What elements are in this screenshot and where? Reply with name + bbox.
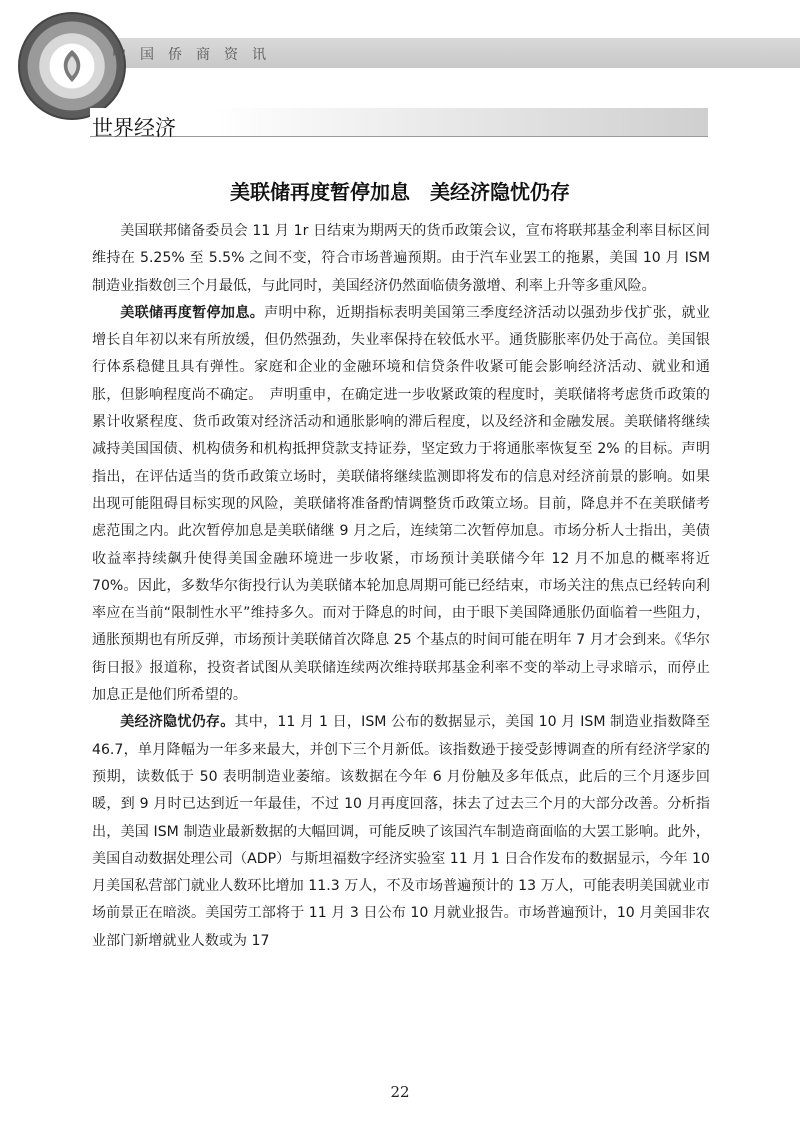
paragraph-economy-risks: [92, 709, 710, 955]
publication-name: 中国侨商资讯: [112, 47, 280, 63]
paragraph-lead: 美经济隐忧仍存。: [120, 714, 235, 731]
article-body: [92, 218, 710, 955]
paragraph-lead: 美联储再度暂停加息。: [120, 304, 265, 321]
article-title: 美联储再度暂停加息 美经济隐忧仍存: [230, 180, 570, 204]
page-number: 22: [390, 1083, 410, 1101]
section-bar: [90, 108, 708, 137]
paragraph-text: 声明中称，近期指标表明美国第三季度经济活动以强劲步伐扩张，就业增长自年初以来有所放缓，但仍然强劲，失业率保持在较低水平。通货膨胀率仍处于高位。美国银行体系稳健且具有弹性。家庭和企业的金融环境和信贷条件收紧可能会影响经济活动、就业和通胀，但影响程度尚不确定。 声明重申，在确定进一步收紧政策的程度时，美联储将考虑货币政策的累计收紧程度、货币政策对经济活动和通胀影响的滞后程度，以及经济和金融发展。美联储将继续减持美国国债、机构债务和机构抵押贷款支持证券，坚定致力于将通胀率恢复至 2% 的目标。声明指出，在评估适当的货币政策立场时，美联储将继续监测即将发布的信息对经济前景的影响。如果出现可能阻碍目标实现的风险，美联储将准备酌情调整货币政策立场。目前，降息并不在美联储考虑范围之内。此次暂停加息是美联储继 9 月之后，连续第二次暂停加息。市场分析人士指出，美债收益率持续飙升使得美国金融环境进一步收紧，市场预计美联储今年 12 月不加息的概率将近 70%。因此，多数华尔街投行认为美联储本轮加息周期可能已经结束，市场关注的焦点已经转向利率应在当前“限制性水平”维持多久。而对于降息的时间，由于眼下美国降通胀仍面临着一些阻力，通胀预期也有所反弹，市场预计美联储首次降息 25 个基点的时间可能在明年 7 月才会到来。《华尔街日报》报道称，投资者试图从美联储连续两次维持联邦基金利率不变的举动上寻求暗示，而停止加息正是他们所希望的。: [92, 304, 711, 704]
paragraph-intro: [92, 218, 710, 300]
paragraph-fed-pause: [92, 300, 710, 709]
section-title: 世界经济: [92, 116, 176, 140]
organization-logo: [18, 12, 126, 120]
paragraph-text: 美国联邦储备委员会 11 月 1r 日结束为期两天的货币政策会议，宣布将联邦基金利率目标区间维持在 5.25% 至 5.5% 之间不变，符合市场普遍预期。由于汽车业罢工的拖累，美国 10 月 ISM 制造业指数创三个月最低，与此同时，美国经济仍然面临债务激增、利率上升等多重风险。: [92, 223, 710, 294]
paragraph-text: 其中，11 月 1 日，ISM 公布的数据显示，美国 10 月 ISM 制造业指数降至 46.7，单月降幅为一年多来最大，并创下三个月新低。该指数逊于接受彭博调查的所有经济学家的预期，读数低于 50 表明制造业萎缩。该数据在今年 6 月份触及多年低点，此后的三个月逐步回暖，到 9 月时已达到近一年最佳，不过 10 月再度回落，抹去了过去三个月的大部分改善。分析指出，美国 ISM 制造业最新数据的大幅回调，可能反映了该国汽车制造商面临的大罢工影响。此外，美国自动数据处理公司（ADP）与斯坦福数字经济实验室 11 月 1 日合作发布的数据显示，今年 10 月美国私营部门就业人数环比增加 11.3 万人，不及市场普遍预计的 13 万人，可能表明美国就业市场前景正在暗淡。美国劳工部将于 11 月 3 日公布 10 月就业报告。市场普遍预计，10 月美国非农业部门新增就业人数或为 17: [92, 714, 710, 949]
logo-emblem-icon: [52, 48, 92, 84]
